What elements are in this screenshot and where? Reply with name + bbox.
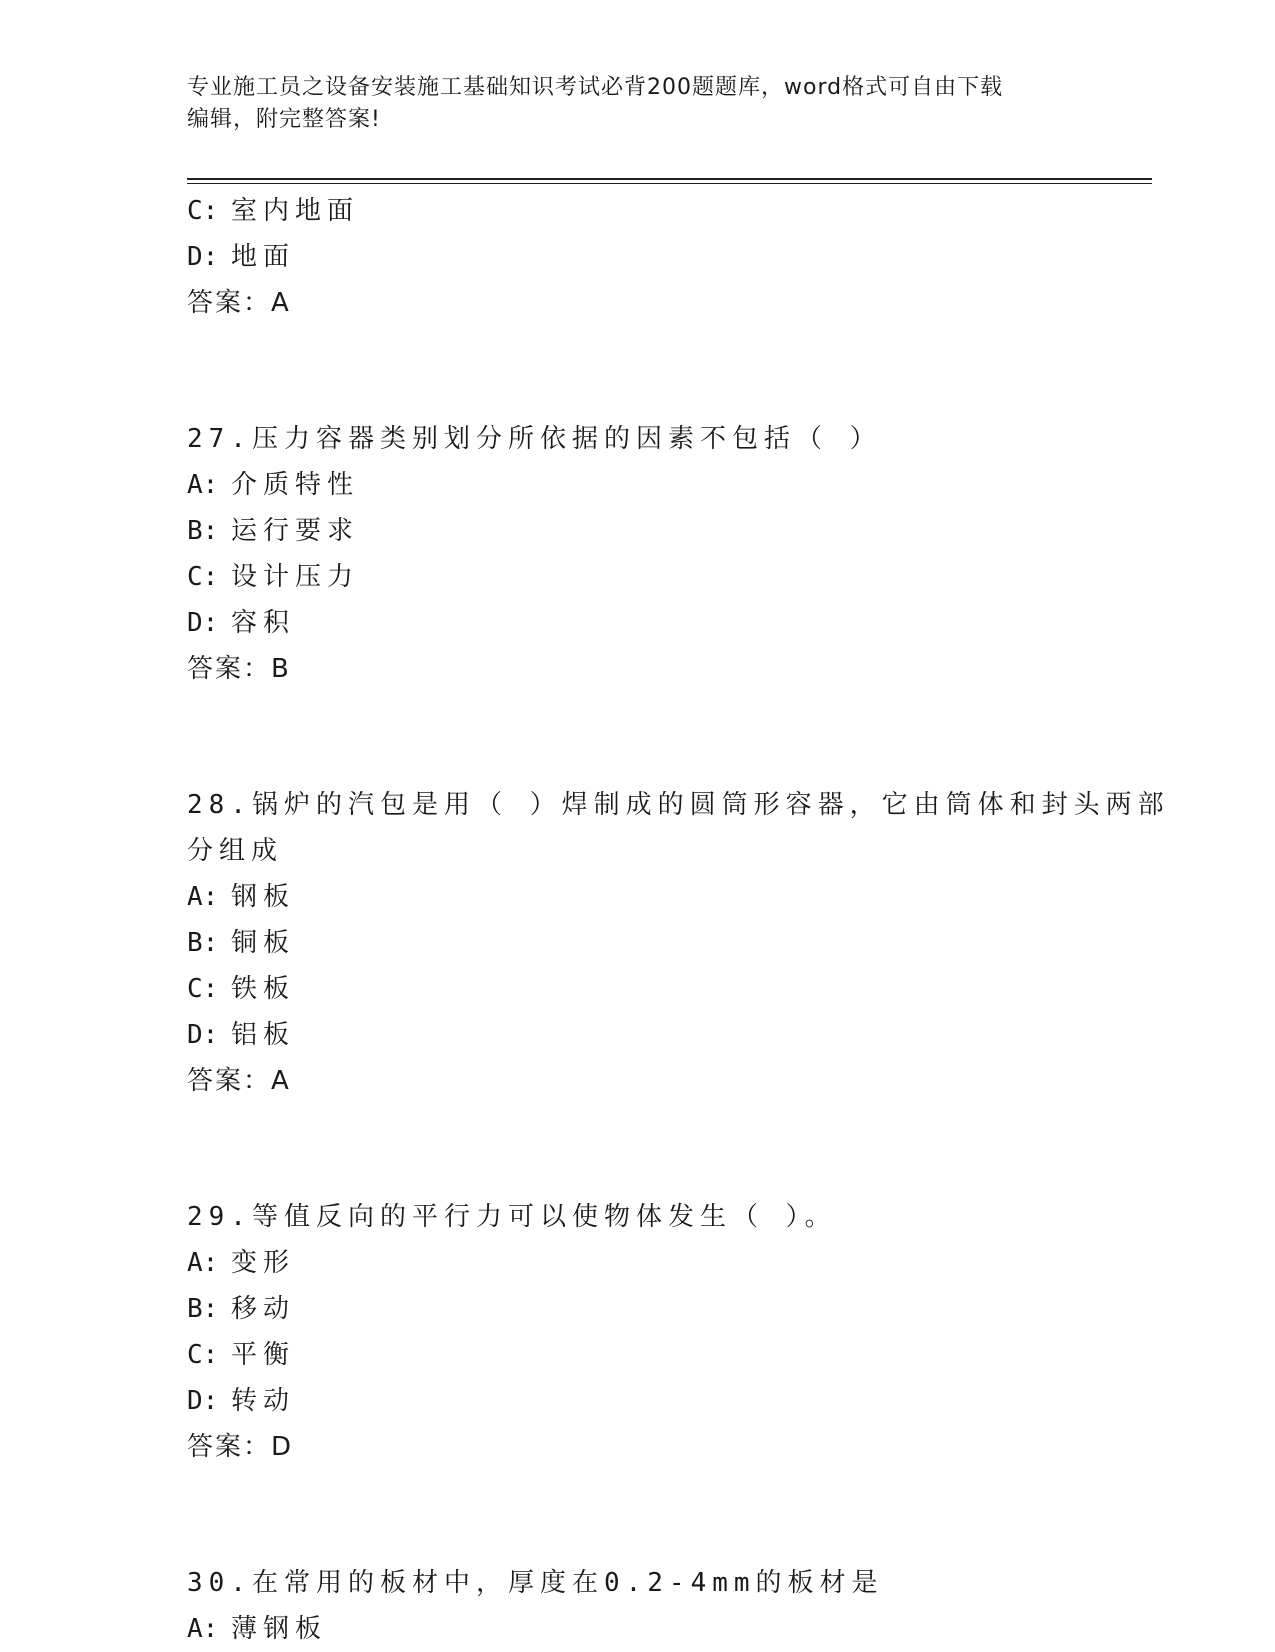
option-a bbox=[187, 874, 1087, 920]
question-stem: 30.在常用的板材中，厚度在0.2-4mm的板材是 bbox=[187, 1568, 884, 1598]
option-text: 铁板 bbox=[231, 974, 296, 1004]
option-label: B: bbox=[187, 1294, 219, 1324]
question-stem-continued: 分组成 bbox=[187, 836, 284, 866]
option-text: 运行要求 bbox=[231, 516, 360, 546]
option-label: D: bbox=[187, 242, 219, 272]
answer-line: 答案：A bbox=[187, 1066, 291, 1096]
option-label: C: bbox=[187, 974, 219, 1004]
option-text: 容积 bbox=[231, 608, 296, 638]
document-header bbox=[187, 72, 1067, 136]
header-line-2: 编辑，附完整答案! bbox=[187, 107, 381, 132]
option-text: 薄钢板 bbox=[231, 1614, 328, 1644]
option-d bbox=[187, 600, 1087, 646]
answer-line: 答案：B bbox=[187, 654, 291, 684]
option-label: A: bbox=[187, 882, 219, 912]
question-stem: 29.等值反向的平行力可以使物体发生（ ）。 bbox=[187, 1202, 837, 1232]
option-text: 钢板 bbox=[231, 882, 296, 912]
answer-line: 答案：A bbox=[187, 288, 291, 318]
option-label: B: bbox=[187, 516, 219, 546]
option-text: 铜板 bbox=[231, 928, 296, 958]
question-list bbox=[187, 188, 1170, 1652]
option-text: 地面 bbox=[231, 242, 296, 272]
option-text: 设计压力 bbox=[231, 562, 360, 592]
option-text: 介质特性 bbox=[231, 470, 360, 500]
spacer bbox=[187, 1104, 1087, 1194]
option-label: D: bbox=[187, 608, 219, 638]
option-c bbox=[187, 966, 1087, 1012]
option-b bbox=[187, 508, 1087, 554]
option-label: C: bbox=[187, 562, 219, 592]
option-d bbox=[187, 1378, 1087, 1424]
header-line-1: 专业施工员之设备安装施工基础知识考试必背200题题库，word格式可自由下载 bbox=[187, 75, 1004, 100]
question-30 bbox=[187, 1560, 1087, 1652]
option-label: D: bbox=[187, 1020, 219, 1050]
question-27 bbox=[187, 416, 1087, 692]
option-c bbox=[187, 554, 1087, 600]
question-29 bbox=[187, 1194, 1087, 1470]
option-text: 移动 bbox=[231, 1294, 296, 1324]
option-label: A: bbox=[187, 470, 219, 500]
header-divider-thin bbox=[187, 183, 1152, 184]
option-a bbox=[187, 1606, 1087, 1652]
header-divider-thick bbox=[187, 178, 1152, 180]
option-a bbox=[187, 1240, 1087, 1286]
option-label: A: bbox=[187, 1248, 219, 1278]
spacer bbox=[187, 1470, 1087, 1560]
question-partial bbox=[187, 188, 1087, 326]
option-c bbox=[187, 188, 1087, 234]
option-label: B: bbox=[187, 928, 219, 958]
option-text: 转动 bbox=[231, 1386, 296, 1416]
option-d bbox=[187, 1012, 1087, 1058]
option-text: 平衡 bbox=[231, 1340, 296, 1370]
spacer bbox=[187, 692, 1087, 782]
option-text: 变形 bbox=[231, 1248, 296, 1278]
option-text: 室内地面 bbox=[231, 196, 360, 226]
option-label: C: bbox=[187, 1340, 219, 1370]
option-d bbox=[187, 234, 1087, 280]
option-label: C: bbox=[187, 196, 219, 226]
option-a bbox=[187, 462, 1087, 508]
question-28 bbox=[187, 782, 1170, 1104]
option-text: 铝板 bbox=[231, 1020, 296, 1050]
option-label: A: bbox=[187, 1614, 219, 1644]
option-c bbox=[187, 1332, 1087, 1378]
option-b bbox=[187, 920, 1087, 966]
option-b bbox=[187, 1286, 1087, 1332]
option-label: D: bbox=[187, 1386, 219, 1416]
question-stem: 28.锅炉的汽包是用（ ）焊制成的圆筒形容器，它由筒体和封头两部 bbox=[187, 790, 1170, 820]
answer-line: 答案：D bbox=[187, 1432, 294, 1462]
question-stem: 27.压力容器类别划分所依据的因素不包括（ ） bbox=[187, 424, 882, 454]
spacer bbox=[187, 326, 1087, 416]
